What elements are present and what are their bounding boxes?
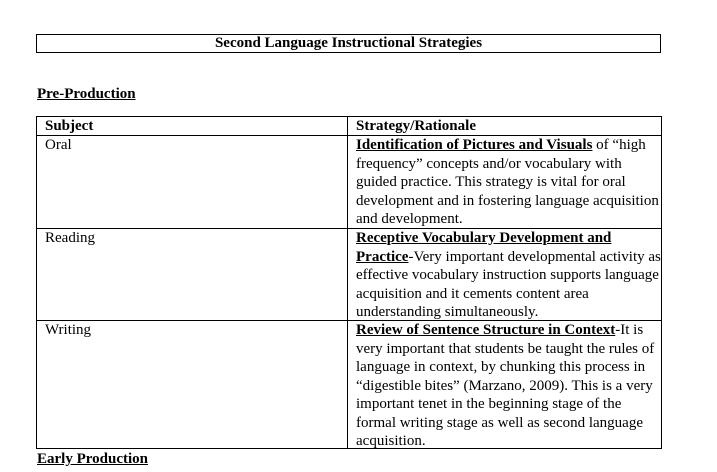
table-row-reading (37, 229, 662, 321)
strategy-name-writing: Review of Sentence Structure in Context (356, 322, 616, 338)
header-subject: Subject (37, 117, 348, 136)
strategy-cell-reading (348, 229, 662, 321)
rationale-writing: -It is very important that students be taught the rules of language in context, by chunking this process in “digestible bites” (Marzano, 2009). This is a very important tenet in the beginning stage of the formal writing stage as well as second language acquisition. (356, 322, 655, 448)
subject-cell-oral: Oral (37, 136, 348, 229)
strategy-name-reading: Receptive Vocabulary Development and Practice (356, 230, 612, 265)
header-strategy-rationale: Strategy/Rationale (348, 117, 662, 136)
table-row-oral (37, 136, 662, 229)
rationale-oral: of “high frequency” concepts and/or vocabulary with guided practice. This strategy is vital for oral development and in fostering language acquisition and development. (356, 137, 659, 227)
strategy-cell-writing (348, 321, 662, 449)
document-title: Second Language Instructional Strategies (36, 34, 661, 53)
section-heading-pre-production: Pre-Production (37, 86, 136, 102)
subject-cell-writing: Writing (37, 321, 348, 449)
section-heading-early-production: Early Production (37, 451, 148, 467)
table-header-row (37, 117, 662, 136)
subject-cell-reading: Reading (37, 229, 348, 321)
strategy-cell-oral (348, 136, 662, 229)
table-row-writing (37, 321, 662, 449)
rationale-reading: -Very important developmental activity as effective vocabulary instruction supports language acquisition and it cements content area understanding simultaneously. (356, 248, 661, 320)
strategies-table (36, 116, 662, 449)
strategy-name-oral: Identification of Pictures and Visuals (356, 137, 593, 153)
